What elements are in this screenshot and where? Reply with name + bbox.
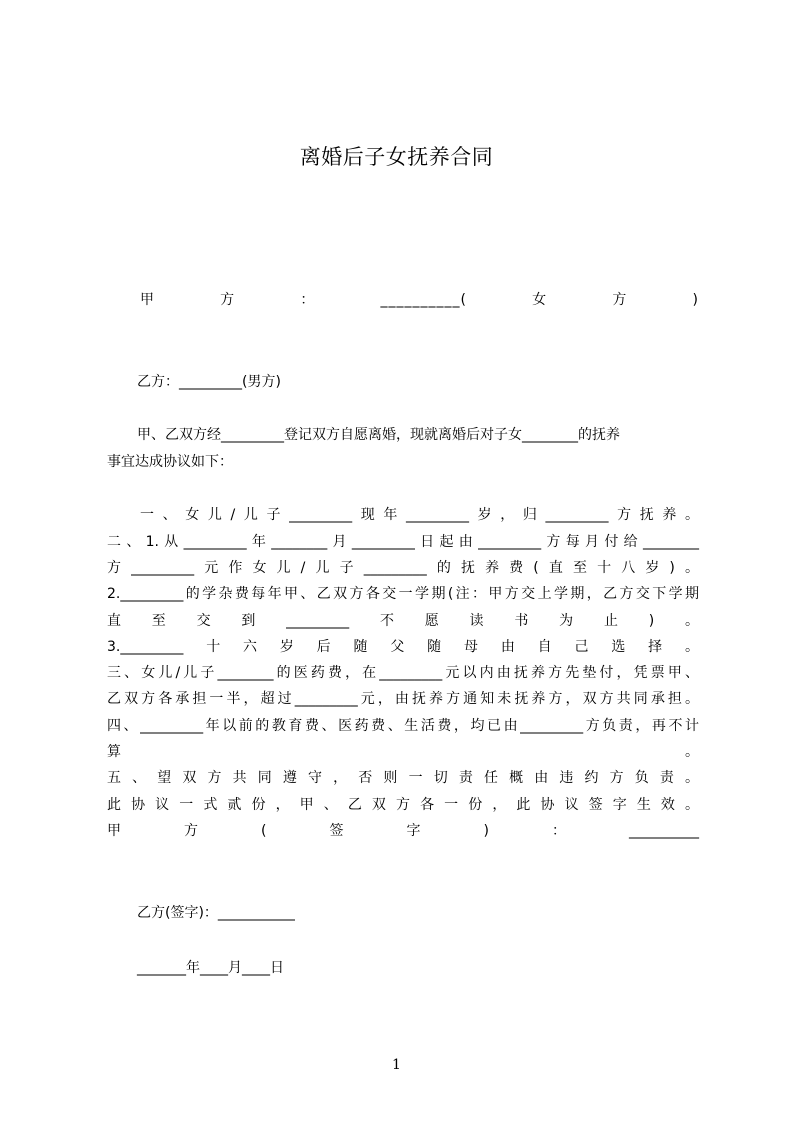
clause-2-line-2: 方_________元作女儿/儿子_________的抚养费(直至十八岁)。 <box>107 560 699 576</box>
clause-2-line-1: 二、1.从_________年________月_________日起由_________方每月付给________ <box>107 534 699 550</box>
clause-4-line-1: 四、_________年以前的教育费、医药费、生活费，均已由_________方负责，再不计 <box>107 718 699 734</box>
intro-line-1: 甲、乙双方经_________登记双方自愿离婚，现就离婚后对子女________的抚养 <box>137 427 620 443</box>
clause-2-line-5: 3._________十六岁后随父随母由自己选择。 <box>107 639 699 655</box>
clause-1: 一、女儿/儿子_________现年_________岁，归_________方抚养。 <box>140 507 699 523</box>
party-a-line: 甲方：__________(女方) <box>140 292 699 308</box>
clause-4-line-2: 算。 <box>107 744 699 760</box>
clause-3-line-1: 三、女儿/儿子________的医药费，在_________元以内由抚养方先垫付，凭票甲、 <box>107 665 699 681</box>
page-number: 1 <box>392 1057 401 1073</box>
intro-line-2: 事宜达成协议如下： <box>107 454 233 470</box>
party-b-line: 乙方：_________(男方) <box>137 374 281 390</box>
signature-party-a: 甲方(签字)：__________ <box>107 823 699 839</box>
clause-5: 五、望双方共同遵守，否则一切责任概由违约方负责。 <box>107 770 699 786</box>
clause-3-line-2: 乙双方各承担一半，超过_________元，由抚养方通知未抚养方，双方共同承担。 <box>107 691 699 707</box>
signature-date: _______年____月____日 <box>137 960 284 976</box>
clause-2-line-3: 2._________的学杂费每年甲、乙双方各交一学期(注：甲方交上学期，乙方交下学期 <box>107 586 699 602</box>
page-title: 离婚后子女抚养合同 <box>299 145 494 169</box>
clause-6: 此协议一式贰份，甲、乙双方各一份，此协议签字生效。 <box>107 797 699 813</box>
clause-2-line-4: 直至交到_________不愿读书为止)。 <box>107 613 699 629</box>
signature-party-b: 乙方(签字)：___________ <box>137 905 295 921</box>
